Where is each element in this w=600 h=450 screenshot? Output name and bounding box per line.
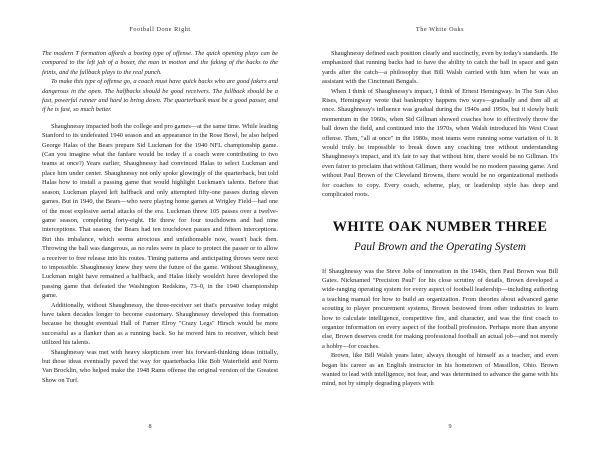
page-number-left: 8 bbox=[148, 423, 152, 430]
text-column-left bbox=[42, 49, 278, 385]
text-column-right bbox=[322, 49, 558, 389]
chapter-subtitle: Paul Brown and the Operating System bbox=[353, 240, 527, 253]
chapter-title: WHITE OAK NUMBER THREE bbox=[332, 218, 548, 235]
body-paragraph: Shaughnessy impacted both the college and pro games—at the same time. While leading Stanford to its undefeated 1940 season and an appearance in the Rose Bowl, he also helped George Halas of the Bears prepare Sid Luckman for the 1940 NFL championship game. (Can you imagine what the fanfare would be today if a coach were contributing to two teams at once?) Years earlier, Shaughnessy had convinced Halas to select Luckman and place him under center. Shaughnessy not only spoke glowingly of the quarterback, but told Halas how to install a passing game that would highlight Luckman's talents. Before that season, Luckman played left halfback and only attempted fifty-one passes during eleven games. But in 1940, the Bears—who were playing home games at Wrigley Field—had one of the most explosive aerial attacks of the era. Luckman threw 105 passes over a twelve-game season, completing forty-eight. He threw for four touchdowns and had nine interceptions. That season, the Bears had ten touchdown passes and fifteen interceptions. But this imbalance, which seems atrocious and unfathomable now, wasn't back then. Throwing the ball was dangerous, as no rules were in place to protect the passer or to allow a receiver to free release into his routes. Timing patterns and anticipating throws were next to impossible. Shaughnessy knew they were the future of the game. Without Shaughnessy, Luckman might have remained a halfback, and Halas likely wouldn't have developed the passing game that defeated the Washington Redskins, 73–0, in the 1940 championship game. bbox=[42, 122, 278, 300]
body-paragraph: When I think of Shaughnessy's impact, I think of Ernest Hemingway. In The Sun Also Rises, Hemingway wrote that bankruptcy happens two ways—gradually and then all at once. Shaughnessy's influence was gradual during the 1940s and 1950s, but it slowly built momentum in the 1960s, when Sid Gillman showed coaches how to effectively throw the ball down the field, and continued into the 1970s, when Walsh introduced his West Coast offense. Then, "all at once" in the 1980s, most teams were running some variation of it. It would truly be impossible to break down any coaching tree without understanding Shaughnessy's impact, and it's fair to say that without him, there would be no Gillman. It's even fairer to proclaim that without Gillman, there would be no modern passing game. And without Paul Brown of the Cleveland Browns, there would be no organizational methods for coaches to copy. Every coach, scheme, play, or leadership style has deep and complicated roots. bbox=[322, 87, 558, 199]
chapter-heading bbox=[322, 219, 558, 254]
body-paragraph: If Shaughnessy was the Steve Jobs of innovation in the 1940s, then Paul Brown was Bill Gates. Nicknamed "Precision Paul" for his close scrutiny of details, Brown developed a wide-ranging operating system for every aspect of football leadership—including authoring a teaching manual for how to build an organization. From theories about advanced game scouting to player procurement systems, Brown bestowed from other industries to learn how to calculate intelligence, competitive fire, and character, and was the first coach to organize information on every aspect of the football profession. Perhaps more than anyone else, Brown deserves credit for making professional football an actual job—and not merely a hobby—for coaches. bbox=[322, 267, 558, 350]
running-head-left: Football Done Right bbox=[129, 26, 191, 33]
body-paragraph: Shaughnessy defined each position clearly and succinctly, even by today's standards. He emphasized that running backs had to have the ability to catch the ball in space and gain yards after the catch—a philosophy that Bill Walsh carried with him when he was an assistant with the Cincinnati Bengals. bbox=[322, 50, 558, 86]
running-head-right: The White Oaks bbox=[415, 26, 465, 33]
epigraph-paragraph: To make this type of offense go, a coach must have quick backs who are good fakers and dangerous in the open. The halfbacks should be good receivers. The fullback should be a fast, powerful runner and hard to bring down. The quarterback must be a good passer, and if he is fast, so much better. bbox=[42, 78, 278, 114]
body-paragraph: Shaughnessy was met with heavy skepticism over his forward-thinking ideas initially, but those ideas eventually paved the way for quarterbacks like Bob Waterfield and Norm Van Brocklin, who helped make the 1948 Rams offense the original version of the Greatest Show on Turf. bbox=[42, 348, 278, 384]
body-paragraph: Additionally, without Shaughnessy, the three-receiver set that's pervasive today might have taken decades longer to become customary. Shaughnessy developed this formation because he thought eventual Hall of Famer Elroy "Crazy Legs" Hirsch would be more successful as a flanker than as a running back. So he moved him to receiver, which best utilized his talents. bbox=[42, 301, 278, 347]
epigraph-paragraph: The modern T formation affords a boxing type of offense. The quick opening plays can be compared to the left jab of a boxer, the man in motion and the faking of the backs to the feints, and the fullback plays to the real punch. bbox=[42, 50, 278, 76]
page-right bbox=[300, 0, 600, 450]
body-paragraph: Brown, like Bill Walsh years later, always thought of himself as a teacher, and even began his career as an English instructor in his hometown of Massillon, Ohio. Brown wanted to lead with intelligence, not fear, and was determined to advance the game with his mind, not by simply degrading players with bbox=[322, 352, 558, 388]
page-number-right: 9 bbox=[448, 423, 452, 430]
